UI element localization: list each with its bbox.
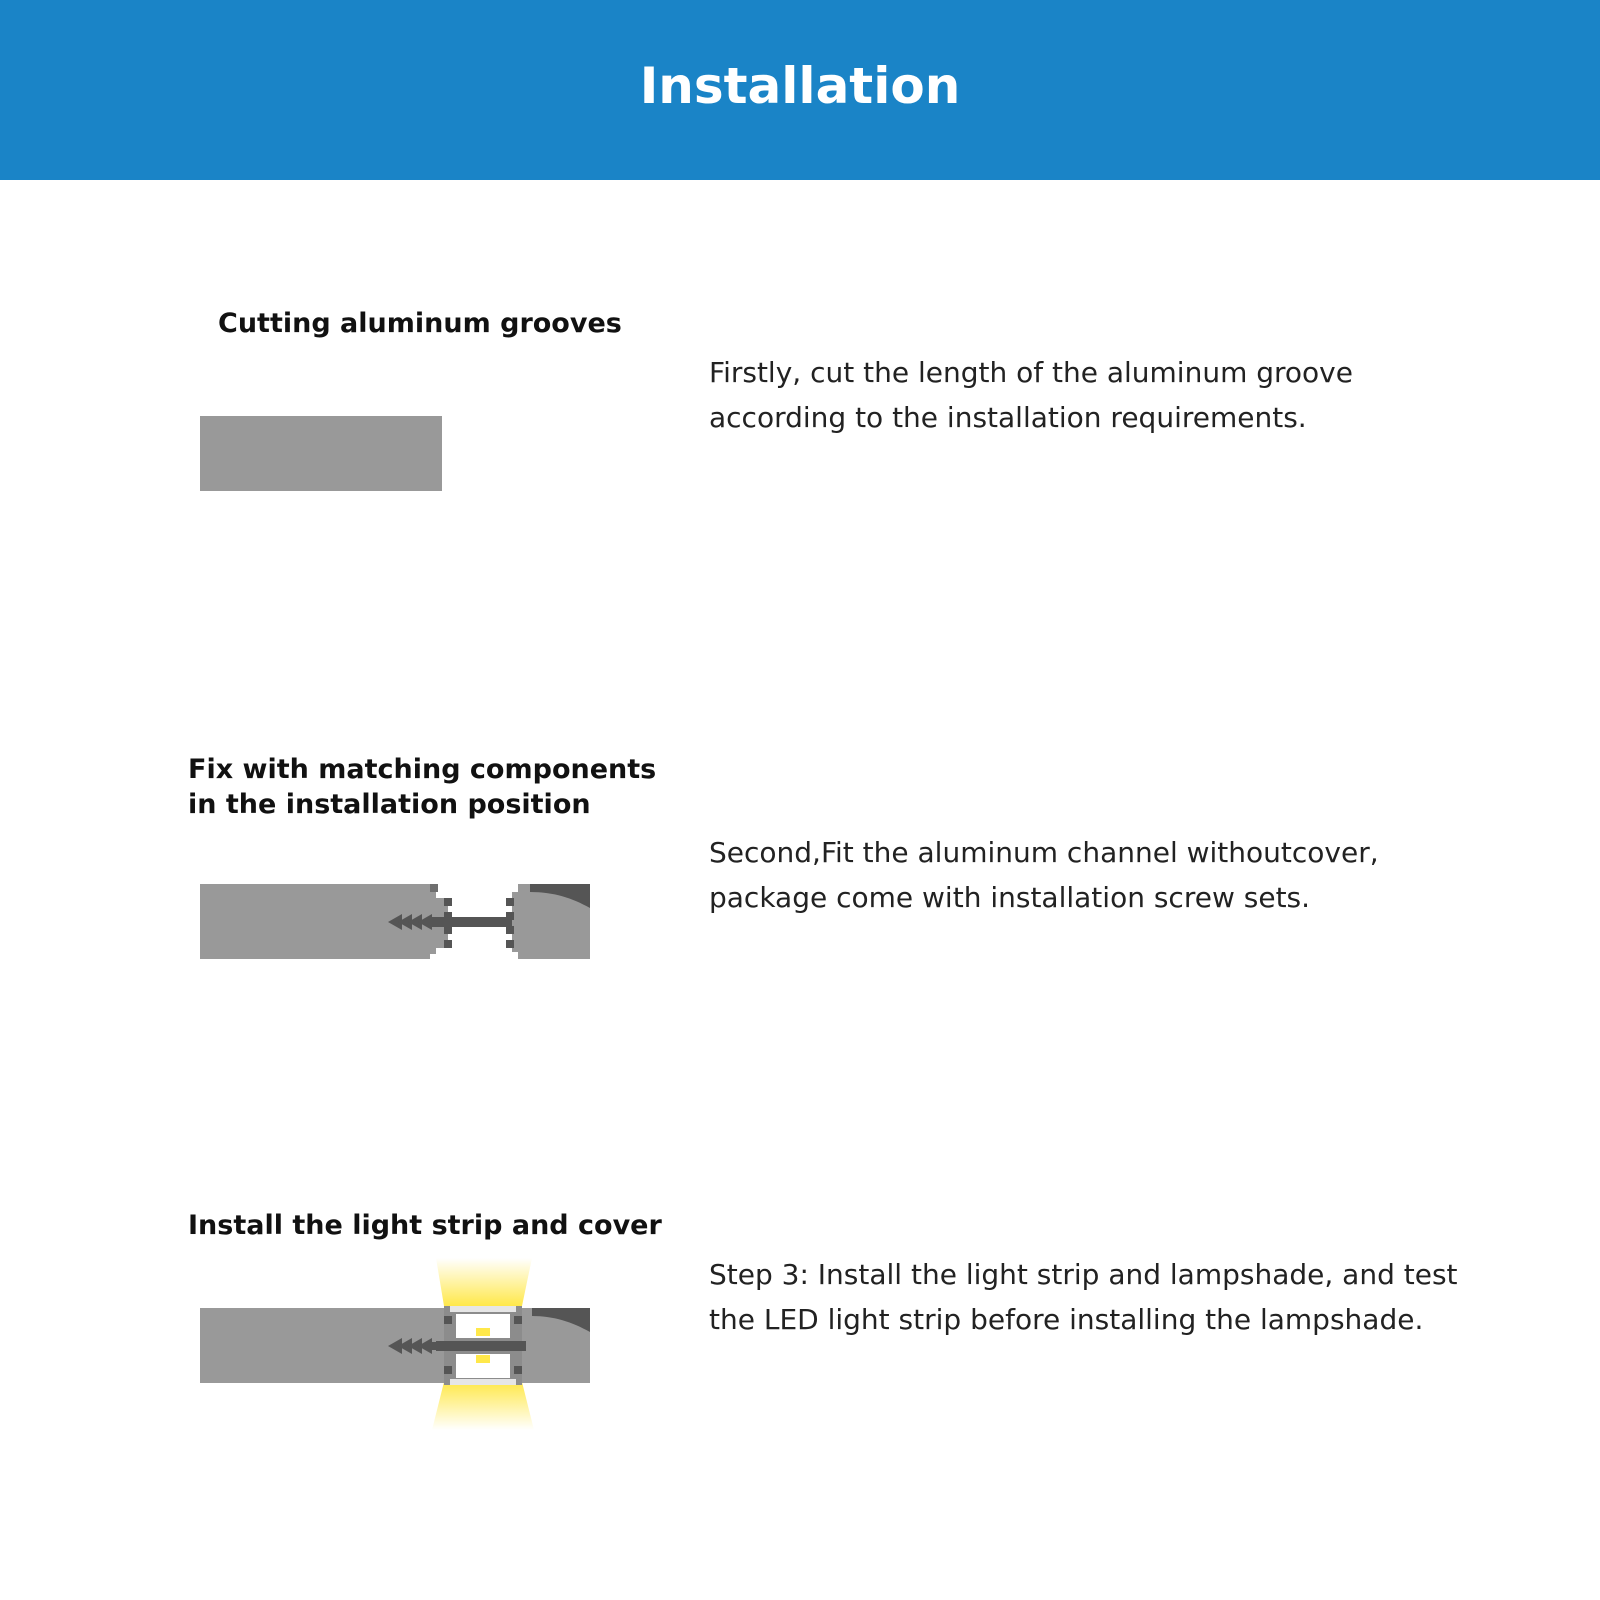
aluminum-groove-icon [200, 416, 444, 492]
step-1-title: Cutting aluminum grooves [218, 308, 622, 339]
step-2-title-line-1: Fix with matching components [188, 754, 657, 785]
step-3-title: Install the light strip and cover [188, 1210, 662, 1241]
header-banner [0, 0, 1600, 180]
step-2-title-line-2: in the installation position [188, 789, 591, 820]
step-1-description: Firstly, cut the length of the aluminum groove according to the installation requirements. [709, 356, 1353, 434]
light-strip-icon [200, 1258, 590, 1430]
screw-fixing-icon [200, 884, 590, 960]
step-3-description: Step 3: Install the light strip and lampshade, and test the LED light strip before installing the lampshade. [709, 1258, 1458, 1336]
page-title: Installation [639, 57, 961, 115]
step-2-description: Second,Fit the aluminum channel withoutcover, package come with installation screw sets. [709, 836, 1379, 914]
